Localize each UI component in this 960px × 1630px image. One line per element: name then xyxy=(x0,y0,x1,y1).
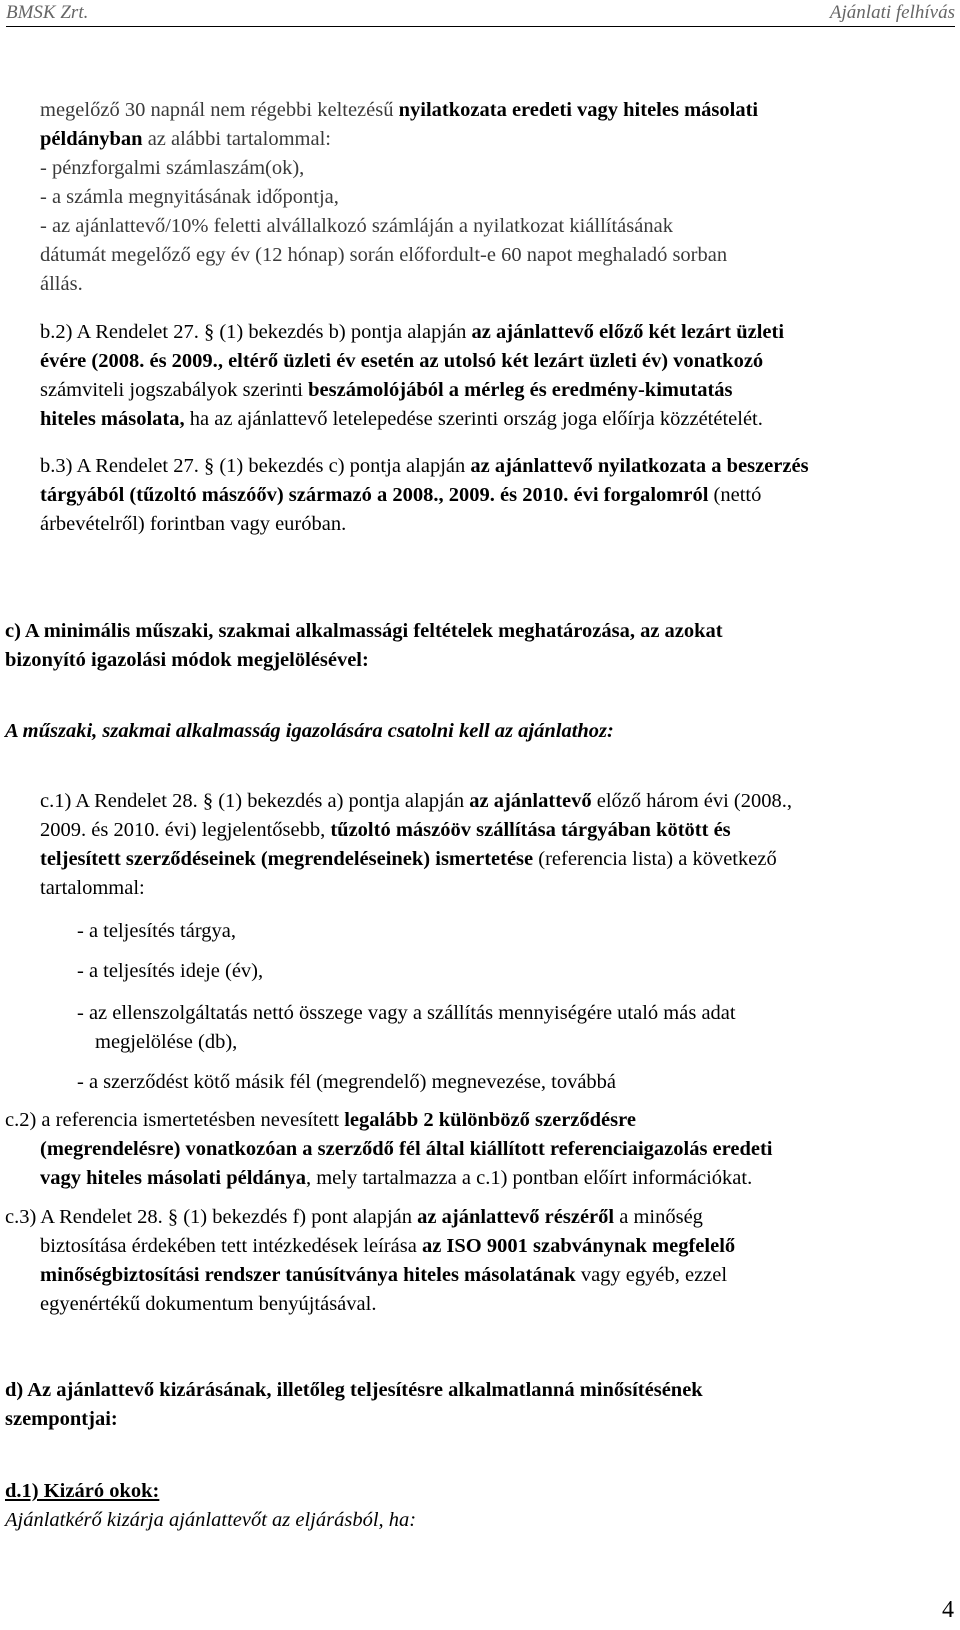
page-header xyxy=(6,2,955,27)
list-item-continuation: megjelölése (db), xyxy=(95,1031,238,1053)
header-doc-title: Ajánlati felhívás xyxy=(829,2,955,23)
para-bank-statement-line: példányban az alábbi tartalommal: xyxy=(40,128,331,150)
section-b2-line: számviteli jogszabályok szerinti beszámolójából a mérleg és eredmény-kimutatás xyxy=(40,379,733,401)
list-item-continuation: dátumát megelőző egy év (12 hónap) során előfordult-e 60 napot meghaladó sorban xyxy=(40,244,728,266)
section-c1-line: teljesített szerződéseinek (megrendeléseinek) ismertetése (referencia lista) a következő xyxy=(40,848,777,870)
header-company: BMSK Zrt. xyxy=(6,2,89,23)
section-b2-line: évére (2008. és 2009., eltérő üzleti év esetén az utolsó két lezárt üzleti év) vonatkozó xyxy=(40,350,764,372)
section-c2-line: vagy hiteles másolati példánya, mely tartalmazza a c.1) pontban előírt információkat. xyxy=(40,1167,753,1189)
list-item: - a teljesítés ideje (év), xyxy=(77,960,264,982)
section-d-heading: szempontjai: xyxy=(5,1408,118,1430)
list-item: - az ajánlattevő/10% feletti alvállalkozó számláján a nyilatkozat kiállításának xyxy=(40,215,673,237)
section-c-heading: bizonyító igazolási módok megjelölésével: xyxy=(5,649,369,671)
list-item: - pénzforgalmi számlaszám(ok), xyxy=(40,157,305,179)
section-c1-line: tartalommal: xyxy=(40,877,145,899)
list-item: - a teljesítés tárgya, xyxy=(77,920,237,942)
para-bank-statement-line: megelőző 30 napnál nem régebbi keltezésű nyilatkozata eredeti vagy hiteles másolati xyxy=(40,99,759,121)
section-c1-line: c.1) A Rendelet 28. § (1) bekezdés a) pontja alapján az ajánlattevő előző három évi (2008., xyxy=(40,790,793,812)
section-c1-line: 2009. és 2010. évi) legjelentősebb, tűzoltó mászóöv szállítása tárgyában kötött és xyxy=(40,819,731,841)
section-b2-line: b.2) A Rendelet 27. § (1) bekezdés b) pontja alapján az ajánlattevő előző két lezárt üzleti xyxy=(40,321,785,343)
section-b3-line: árbevételről) forintban vagy euróban. xyxy=(40,513,347,535)
list-item: - az ellenszolgáltatás nettó összege vagy a szállítás mennyiségére utaló más adat xyxy=(77,1002,736,1024)
section-b3-line: tárgyából (tűzoltó mászóőv) származó a 2008., 2009. és 2010. évi forgalomról (nettó xyxy=(40,484,762,506)
section-c3-line: biztosítása érdekében tett intézkedések leírása az ISO 9001 szabványnak megfelelő xyxy=(40,1235,736,1257)
section-b3-line: b.3) A Rendelet 27. § (1) bekezdés c) pontja alapján az ajánlattevő nyilatkozata a beszerzés xyxy=(40,455,809,477)
list-item: - a szerződést kötő másik fél (megrendelő) megnevezése, továbbá xyxy=(77,1071,617,1093)
section-c2-line: (megrendelésre) vonatkozóan a szerződő fél által kiállított referenciaigazolás eredeti xyxy=(40,1138,773,1160)
list-item-continuation: állás. xyxy=(40,273,83,295)
section-d1-text: Ajánlatkérő kizárja ajánlattevőt az eljárásból, ha: xyxy=(5,1509,417,1531)
section-c3-line: egyenértékű dokumentum benyújtásával. xyxy=(40,1293,377,1315)
list-item: - a számla megnyitásának időpontja, xyxy=(40,186,339,208)
section-c-subheading: A műszaki, szakmai alkalmasság igazolására csatolni kell az ajánlathoz: xyxy=(5,720,614,742)
section-d1-heading: d.1) Kizáró okok: xyxy=(5,1480,160,1502)
page-number: 4 xyxy=(942,1597,954,1623)
section-b2-line: hiteles másolata, ha az ajánlattevő letelepedése szerinti ország joga előírja közzétételét. xyxy=(40,408,763,430)
section-d-heading: d) Az ajánlattevő kizárásának, illetőleg teljesítésre alkalmatlanná minősítésének xyxy=(5,1379,703,1401)
section-c2-line: c.2) a referencia ismertetésben nevesített legalább 2 különböző szerződésre xyxy=(5,1109,636,1131)
section-c3-line: c.3) A Rendelet 28. § (1) bekezdés f) pont alapján az ajánlattevő részéről a minőség xyxy=(5,1206,703,1228)
section-c3-line: minőségbiztosítási rendszer tanúsítványa hiteles másolatának vagy egyéb, ezzel xyxy=(40,1264,728,1286)
section-c-heading: c) A minimális műszaki, szakmai alkalmassági feltételek meghatározása, az azokat xyxy=(5,620,723,642)
